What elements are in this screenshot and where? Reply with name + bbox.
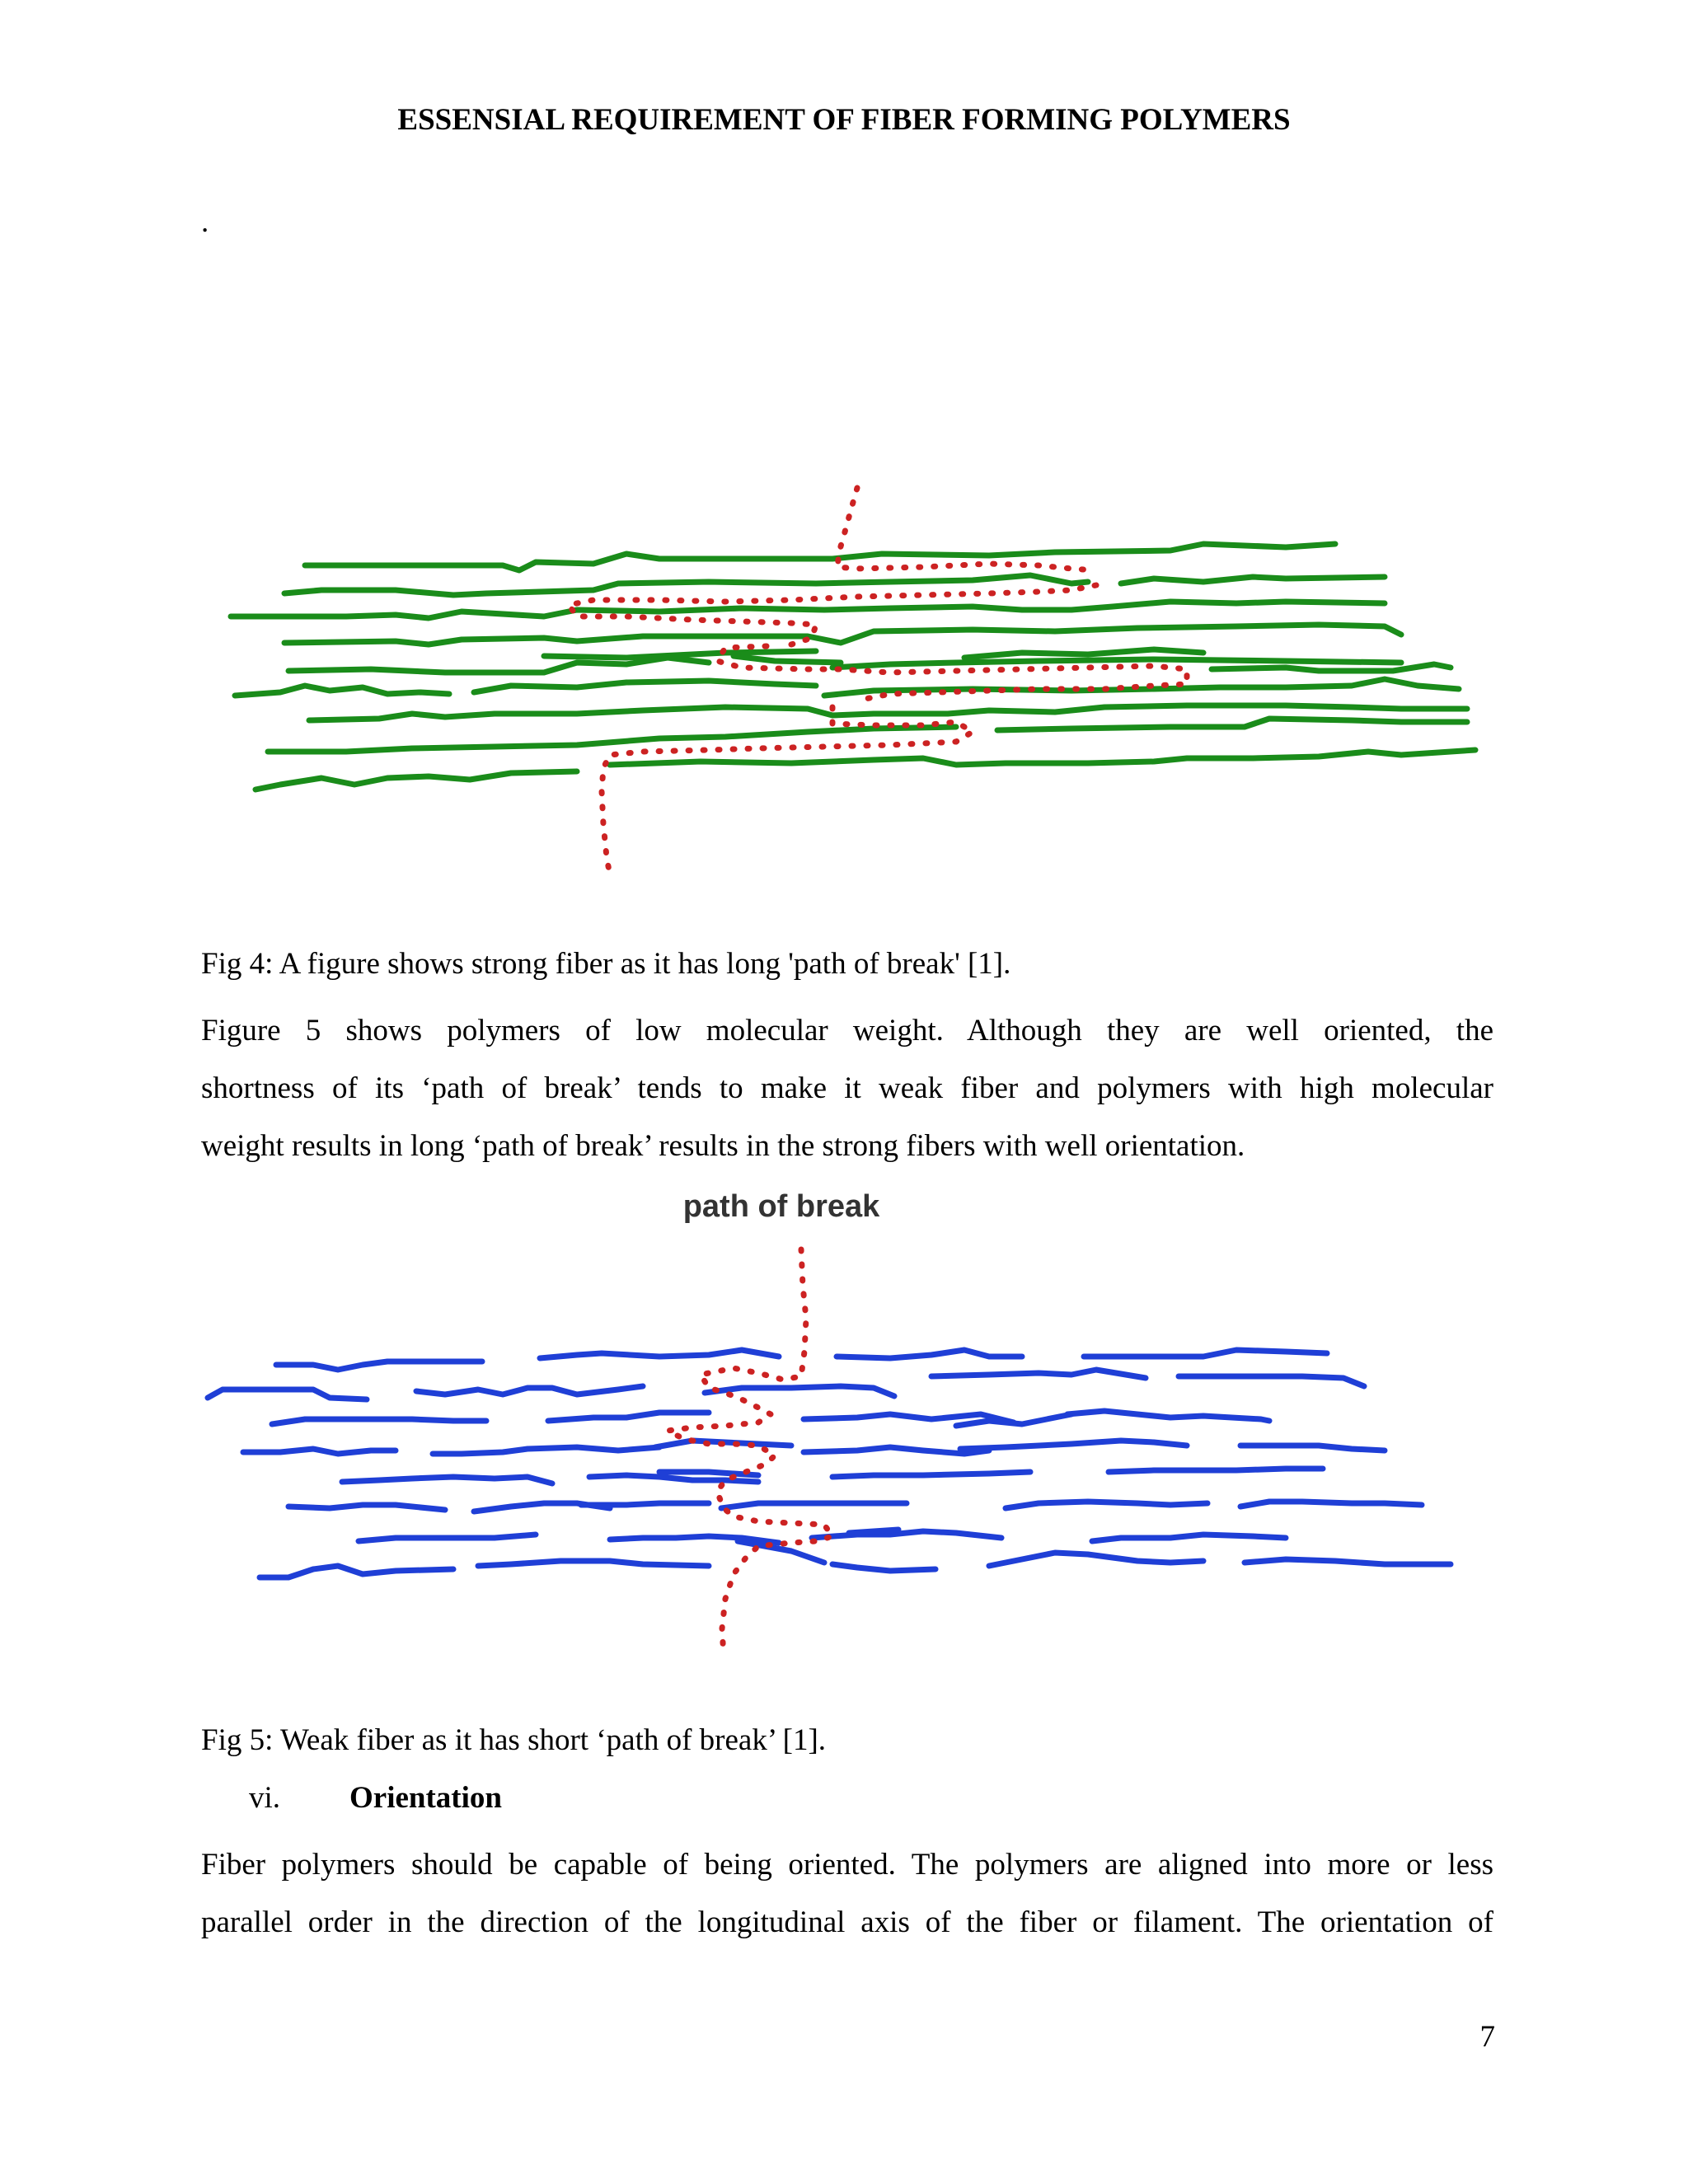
chain-10 [964,649,1203,658]
page-title: ESSENSIAL REQUIREMENT OF FIBER FORMING POLYMERS [397,103,1291,137]
chain-12 [235,686,449,696]
chain-30 [1006,1502,1207,1508]
section-number: vi. [249,1781,281,1815]
chain-24 [832,1472,1030,1477]
chain-31 [1240,1502,1422,1507]
chain-11 [548,1413,709,1421]
figure-5-illustration [0,1170,1688,1681]
chain-1 [305,544,1335,570]
body-paragraph-1 [201,1002,1493,1175]
chain-4 [1084,1350,1327,1357]
paragraph-line: Figure 5 shows polymers of low molecular weight. Although they are well oriented, the [201,1014,1493,1047]
stray-period: . [201,205,209,239]
long-polymer-chains [231,544,1475,790]
chain-29 [721,1503,907,1508]
chain-2 [540,1350,779,1358]
chain-4 [231,602,1385,618]
chain-19 [960,1441,1187,1449]
chain-40 [989,1553,1203,1566]
chain-35 [849,1530,898,1533]
chain-39 [832,1564,935,1571]
chain-19 [610,750,1475,765]
paragraph-line: shortness of its ‘path of break’ tends to make it weak fiber and polymers with high molecular [201,1071,1493,1105]
body-paragraph-2 [201,1836,1493,1952]
page-number: 7 [1479,2020,1495,2054]
chain-37 [260,1566,453,1577]
chain-8 [288,658,709,673]
chain-1 [276,1361,482,1370]
chain-15 [243,1449,396,1454]
chain-16 [997,719,1467,730]
chain-5 [284,625,1401,644]
chain-14 [824,679,1459,696]
chain-8 [931,1370,1146,1378]
chain-14 [1067,1411,1269,1421]
chain-18 [256,771,577,790]
chain-38 [478,1561,709,1566]
chain-20 [1240,1446,1385,1451]
chain-25 [1109,1469,1323,1472]
chain-28 [581,1503,709,1505]
figure-4 [0,462,1688,890]
paragraph-line: Fiber polymers should be capable of being oriented. The polymers are aligned into more or less [201,1848,1493,1882]
chain-5 [208,1390,367,1399]
chain-9 [734,656,841,663]
chain-11 [1212,664,1451,671]
path-of-break-label: path of break [682,1189,880,1224]
chain-16 [433,1447,659,1454]
chain-21 [342,1477,552,1483]
chain-26 [288,1505,445,1510]
chain-10 [272,1419,486,1424]
figure-5-caption: Fig 5: Weak fiber as it has short ‘path of break’ [1]. [201,1723,827,1757]
chain-2 [284,575,1088,595]
figure-4-illustration [0,462,1688,890]
paragraph-line: weight results in long ‘path of break’ results in the strong fibers with well orientation. [201,1129,1245,1163]
section-heading: Orientation [349,1781,502,1815]
chain-13 [474,681,816,692]
paragraph-line: parallel order in the direction of the longitudinal axis of the fiber or filament. The orientation of [201,1905,1493,1939]
figure-5 [0,1170,1688,1681]
chain-34 [812,1531,1001,1538]
chain-3 [837,1350,1022,1358]
chain-41 [1245,1559,1451,1564]
chain-6 [416,1386,643,1394]
figure-4-caption: Fig 4: A figure shows strong fiber as it has long 'path of break' [1]. [201,947,1011,981]
chain-9 [1179,1376,1364,1386]
short-polymer-chains [208,1350,1451,1577]
chain-36 [1092,1535,1286,1541]
chain-32 [359,1535,536,1541]
chain-3 [1121,577,1385,583]
